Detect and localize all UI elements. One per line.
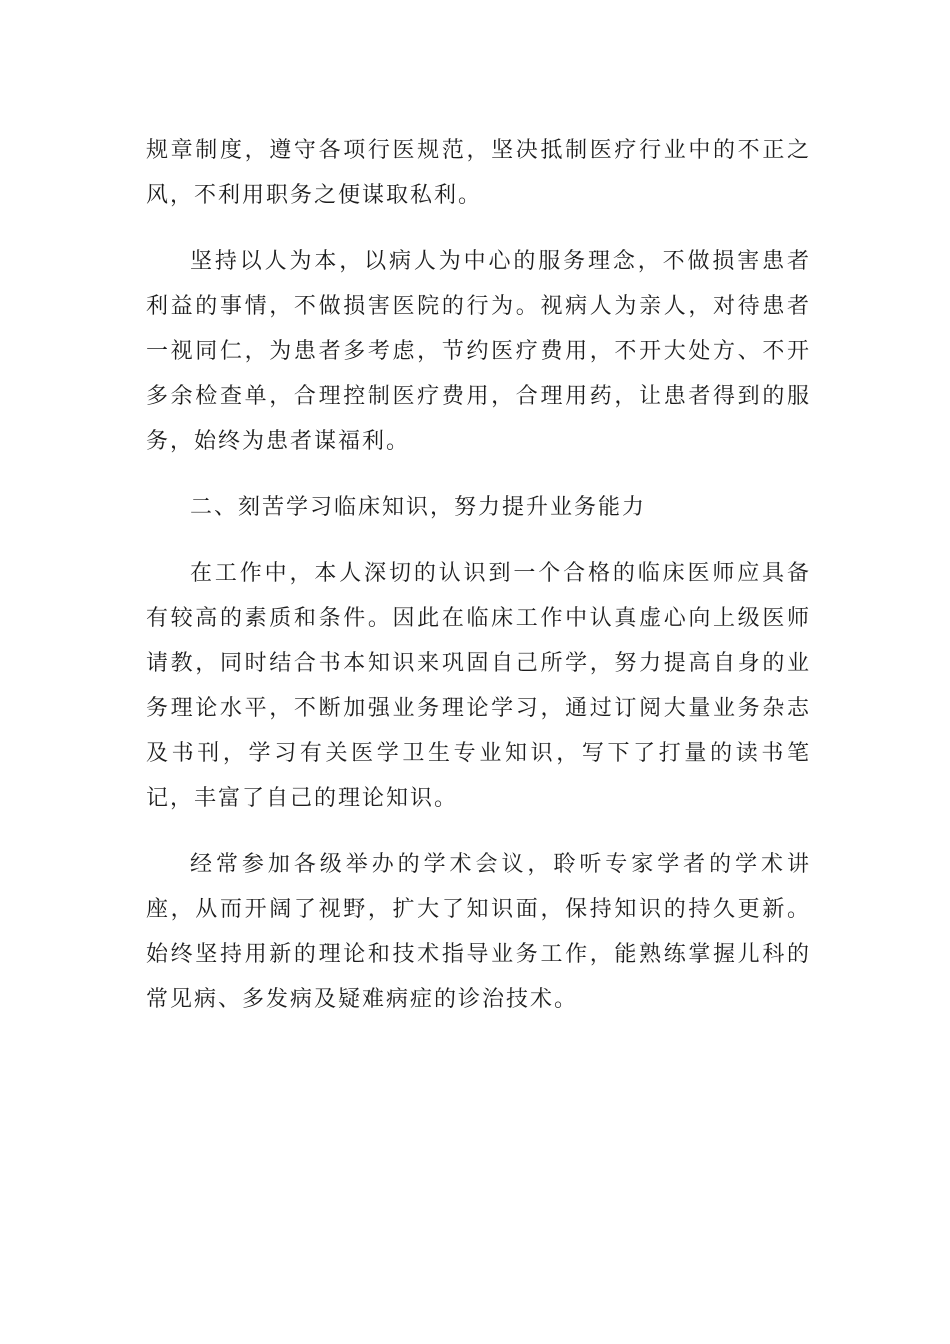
paragraph-clinical-learning: 在工作中，本人深切的认识到一个合格的临床医师应具备有较高的素质和条件。因此在临床工作中认真虚心向上级医师请教，同时结合书本知识来巩固自己所学，努力提高自身的业务理论水平，不断加强业务理论学习，通过订阅大量业务杂志及书刊，学习有关医学卫生专业知识，写下了打量的读书笔记，丰富了自己的理论知识。 [146,561,811,811]
paragraph-service-philosophy: 坚持以人为本，以病人为中心的服务理念，不做损害患者利益的事情，不做损害医院的行为。视病人为亲人，对待患者一视同仁，为患者多考虑，节约医疗费用，不开大处方、不开多余检查单，合理控制医疗费用，合理用药，让患者得到的服务，始终为患者谋福利。 [146,249,811,454]
document-body [146,128,811,1022]
section-heading: 二、刻苦学习临床知识，努力提升业务能力 [190,495,647,520]
paragraph-academic-activities: 经常参加各级举办的学术会议，聆听专家学者的学术讲座，从而开阔了视野，扩大了知识面，保持知识的持久更新。始终坚持用新的理论和技术指导业务工作，能熟练掌握儿科的常见病、多发病及疑难病症的诊治技术。 [146,852,811,1012]
paragraph-continuation: 规章制度，遵守各项行医规范，坚决抵制医疗行业中的不正之风，不利用职务之便谋取私利。 [146,138,811,208]
